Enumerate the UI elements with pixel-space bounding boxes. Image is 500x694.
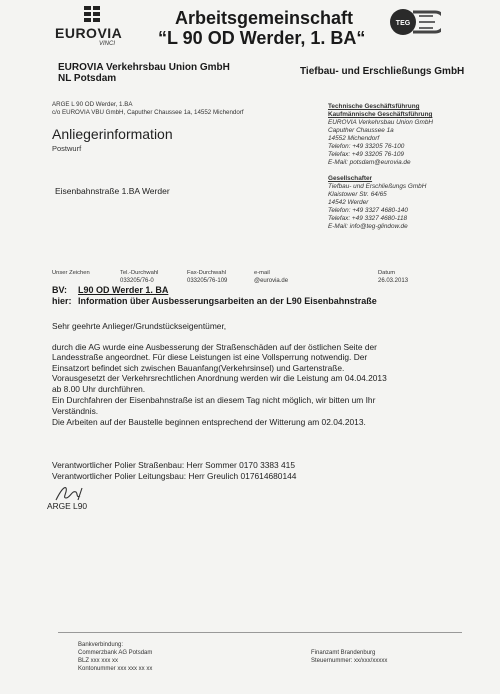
shareholder-heading: Gesellschafter (328, 175, 373, 182)
meta-label-reference: Unser Zeichen (52, 270, 90, 276)
contact-line-utilities: Verantwortlicher Polier Leitungsbau: Herr Greulich 017614680144 (52, 471, 297, 481)
body-line: Ein Durchfahren der Eisenbahnstraße ist an diesem Tag nicht möglich, wir bitten um Ihr (52, 395, 376, 405)
meta-value-email: @eurovia.de (254, 278, 289, 284)
meta-value-date: 26.03.2013 (378, 278, 409, 284)
vinci-wordmark: VINCI (99, 41, 116, 47)
footer-divider (58, 632, 462, 633)
bank-code: BLZ xxx xxx xx (78, 658, 119, 664)
management-line: Telefax: +49 33205 76-109 (328, 151, 404, 158)
body-line: Die Arbeiten auf der Baustelle beginnen entsprechend der Witterung am 02.04.2013. (52, 417, 366, 427)
teg-logo-icon (389, 8, 441, 36)
tax-office: Finanzamt Brandenburg (311, 650, 376, 656)
sender-company: EUROVIA Verkehrsbau Union GmbH (58, 62, 230, 73)
partner-company: Tiefbau- und Erschließungs GmbH (300, 66, 465, 77)
return-address-line-1: ARGE L 90 OD Werder, 1.BA (52, 101, 133, 108)
meta-value-phone: 033205/76-0 (120, 278, 154, 284)
commercial-management-heading: Kaufmännische Geschäftsführung (328, 111, 433, 118)
document-subtitle: Postwurf (52, 144, 82, 153)
eurovia-mark-icon (82, 6, 102, 24)
title-line-2: “L 90 OD Werder, 1. BA“ (158, 28, 366, 48)
shareholder-line: Klaistower Str. 64/65 (328, 191, 387, 198)
management-line: EUROVIA Verkehrsbau Union GmbH (328, 119, 434, 126)
tech-management-heading: Technische Geschäftsführung (328, 103, 420, 110)
meta-label-fax: Fax-Durchwahl (187, 270, 226, 276)
shareholder-line: Telefon: +49 3327 4680-140 (328, 207, 408, 214)
management-line: Telefon: +49 33205 76-100 (328, 143, 405, 150)
management-line: E-Mail: potsdam@eurovia.de (328, 159, 411, 166)
body-line: Vorausgesetzt der Verkehrsrechtlichen Anordnung werden wir die Leistung am 04.04.2013 (52, 373, 387, 383)
shareholder-line: Telefax: +49 3327 4680-118 (328, 215, 408, 222)
body-line: Verständnis. (52, 406, 99, 416)
meta-value-fax: 033205/76-109 (187, 278, 228, 284)
title-line-1: Arbeitsgemeinschaft (175, 8, 354, 28)
subject-bv-value: L90 OD Werder 1. BA (78, 285, 169, 295)
meta-label-date: Datum (378, 270, 396, 276)
management-line: 14552 Michendorf (328, 135, 380, 142)
body-line: ab 8.00 Uhr durchführen. (52, 384, 146, 394)
bank-name: Commerzbank AG Potsdam (78, 650, 153, 656)
management-line: Caputher Chaussee 1a (328, 127, 394, 134)
shareholder-line: Tiefbau- und Erschließungs GmbH (328, 183, 427, 190)
eurovia-wordmark: EUROVIA (55, 25, 123, 41)
recipient-address: Eisenbahnstraße 1.BA Werder (55, 186, 170, 196)
shareholder-line: 14542 Werder (328, 199, 369, 206)
body-line: Landesstraße angeordnet. Für diese Leistungen ist eine Vollsperrung notwendig. Der (52, 352, 368, 362)
subject-hier-label: hier: (52, 296, 72, 306)
signature-name: ARGE L90 (47, 501, 88, 511)
teg-logo-text: TEG (395, 20, 411, 27)
subject-hier-value: Information über Ausbesserungsarbeiten an der L90 Eisenbahnstraße (78, 296, 377, 306)
bank-account: Kontonummer xxx xxx xx xx (78, 666, 153, 672)
return-address-line-2: c/o EUROVIA VBU GmbH, Caputher Chaussee 1a, 14552 Michendorf (52, 109, 244, 116)
sender-branch: NL Potsdam (58, 73, 117, 84)
body-line: durch die AG wurde eine Ausbesserung der Straßenschäden auf der östlichen Seite der (52, 342, 377, 352)
shareholder-line: E-Mail: info@teg-glindow.de (328, 223, 408, 230)
teg-logo (389, 8, 441, 36)
eurovia-logo (55, 6, 130, 52)
contact-line-road: Verantwortlicher Polier Straßenbau: Herr Sommer 0170 3383 415 (52, 460, 296, 470)
subject-bv-label: BV: (52, 285, 68, 295)
meta-label-phone: Tel.-Durchwahl (120, 270, 159, 276)
body-line: Einsatzort befindet sich zwischen Bauanfang(Verkehrsinsel) und Gartenstraße. (52, 363, 345, 373)
bank-label: Bankverbindung: (78, 642, 124, 648)
meta-label-email: e-mail (254, 270, 270, 276)
salutation: Sehr geehrte Anlieger/Grundstückseigentümer, (52, 321, 227, 331)
tax-number: Steuernummer: xx/xxx/xxxxx (311, 658, 388, 664)
document-title: Anliegerinformation (52, 126, 173, 142)
